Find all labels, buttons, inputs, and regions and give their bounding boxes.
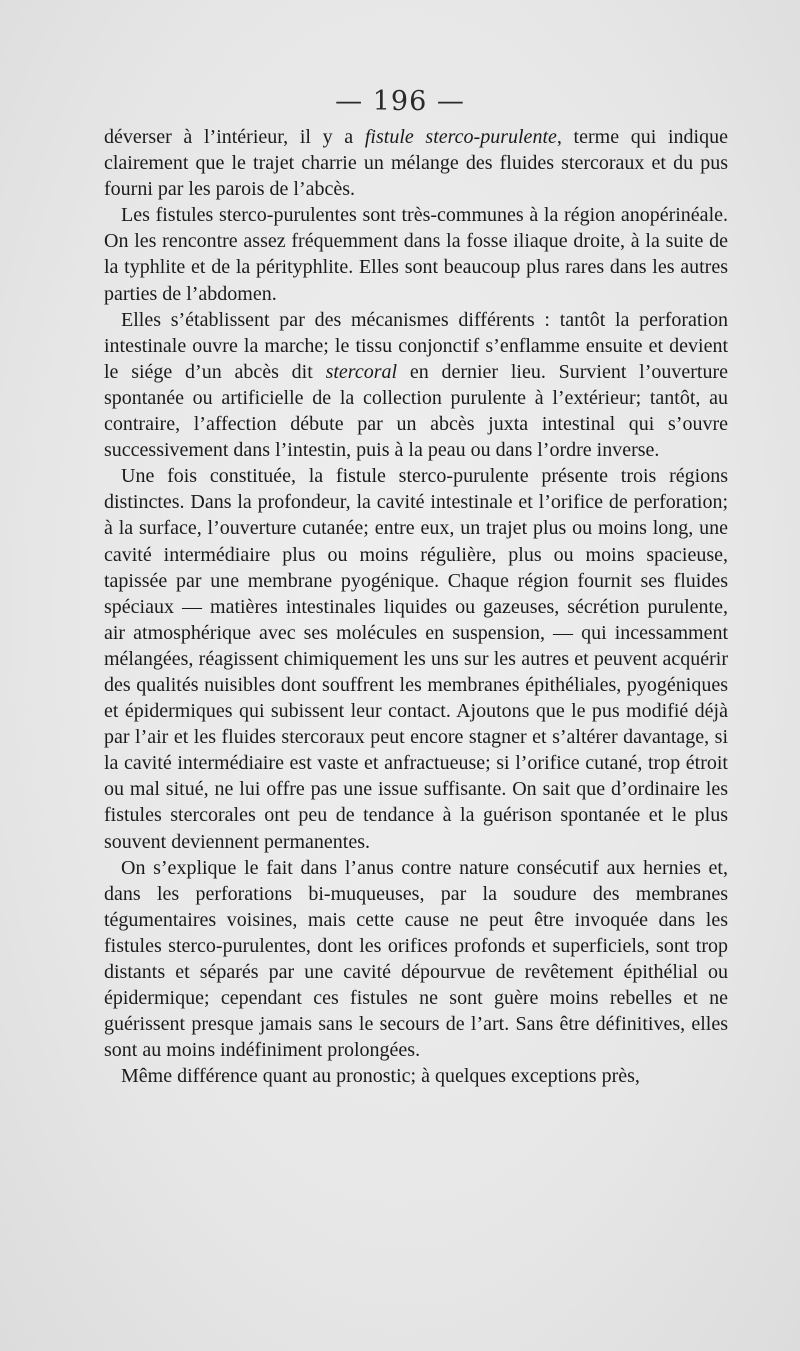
text-run: , terme qui indique clairement que le trajet charrie un mélange des fluides stercoraux et du pus fourni par les parois de l’abcès. <box>104 126 728 201</box>
paragraph: Une fois constituée, la fistule sterco-purulente présente trois régions distinctes. Dans la profondeur, la cavité intestinale et l’orifice de perforation; à la surface, l’ouverture cutanée; entre eux, un trajet plus ou moins long, une cavité intermédiaire plus ou moins régulière, plus ou moins spacieuse, tapissée par une membrane pyogénique. Chaque région fournit ses fluides spéciaux — matières intestinales liquides ou gazeuses, sécrétion purulente, air atmosphérique avec ses molécules en suspension, — qui incessamment mélangées, réagissent chimiquement les uns sur les autres et peuvent acquérir des qualités nuisibles dont souffrent les membranes épithéliales, pyogéniques et épidermiques qui subissent leur contact. Ajoutons que le pus modifié déjà par l’air et les fluides stercoraux peut encore stagner et s’altérer davantage, si la cavité intermédiaire est vaste et anfractueuse; si l’orifice cutané, trop étroit ou mal situé, ne lui offre pas une issue suffisante. On sait que d’ordinaire les fistules stercorales ont peu de tendance à la guérison spontanée et le plus souvent deviennent permanentes. <box>104 465 728 853</box>
italic-term: fistule sterco-purulente <box>364 126 557 148</box>
page-number: — 196 — <box>335 86 465 117</box>
paragraph <box>104 307 728 464</box>
body-text <box>104 124 728 1089</box>
text-run: Elles s’établissent par des mécanismes différents : tantôt la perforation intestinale ouvre la marche; le tissu conjonctif s’enflamme ensuite et devient le siége d’un abcès dit <box>104 308 728 383</box>
paragraph: Même différence quant au pronostic; à quelques exceptions près, <box>121 1065 640 1088</box>
italic-term: stercoral <box>325 360 398 383</box>
paragraph <box>104 124 728 202</box>
text-run: en dernier lieu. Survient l’ouverture spontanée ou artificielle de la collection purulente à l’extérieur; tantôt, au contraire, l’affection débute par un abcès juxta intestinal qui s’ouvre successivement dans l’intestin, puis à la peau ou dans l’ordre inverse. <box>104 360 729 462</box>
text-run: déverser à l’intérieur, il y a <box>104 126 365 148</box>
paragraph: Les fistules sterco-purulentes sont très-communes à la région anopérinéale. On les rencontre assez fréquemment dans la fosse iliaque droite, à la suite de la typhlite et de la pérityphlite. Elles sont beaucoup plus rares dans les autres parties de l’abdomen. <box>104 204 728 305</box>
paragraph: On s’explique le fait dans l’anus contre nature consécutif aux hernies et, dans les perforations bi-muqueuses, par la soudure des membranes tégumentaires voisines, mais cette cause ne peut être invoquée dans les fistules sterco-purulentes, dont les orifices profonds et superficiels, sont trop distants et séparés par une cavité dépourvue de revêtement épithélial ou épidermique; cependant ces fistules ne sont guère moins rebelles et ne guérissent presque jamais sans le secours de l’art. Sans être définitives, elles sont au moins indéfiniment prolongées. <box>104 856 728 1062</box>
